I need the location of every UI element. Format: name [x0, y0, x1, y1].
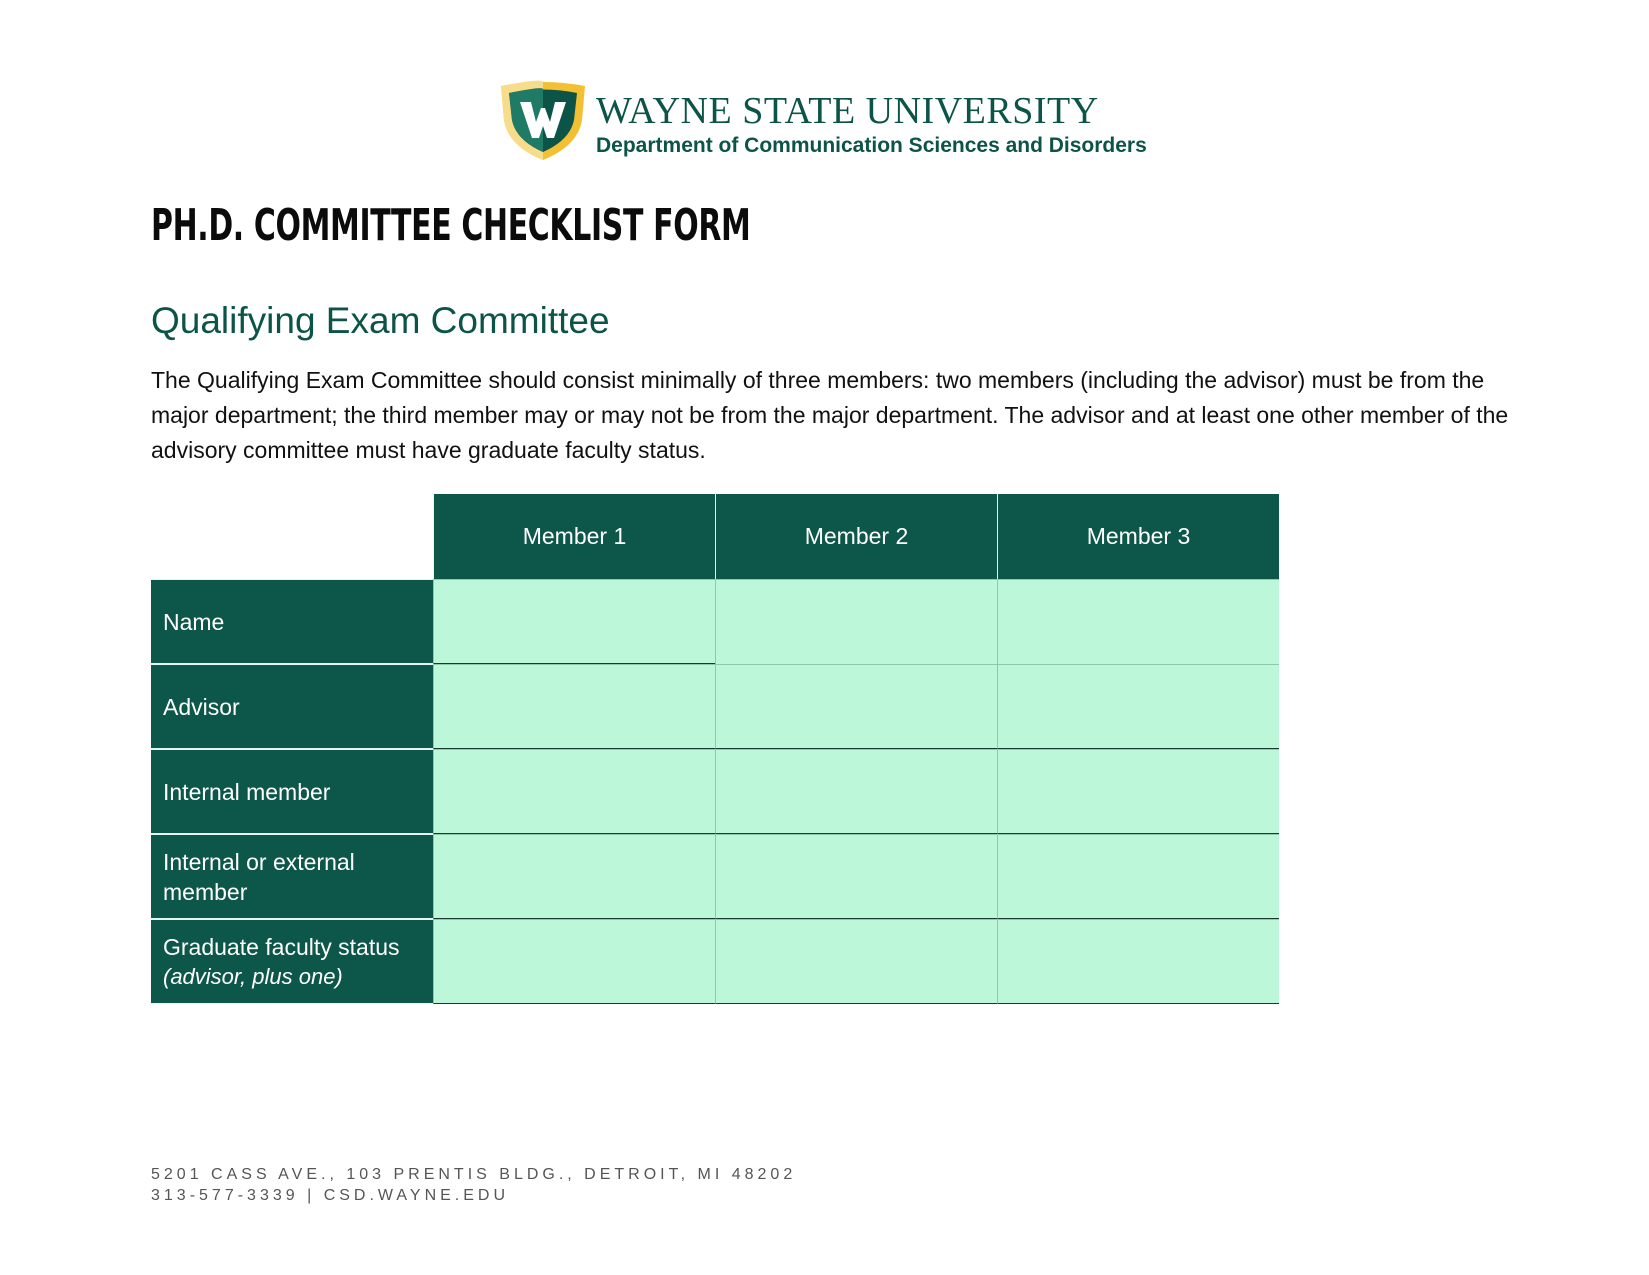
- department-name: Department of Communication Sciences and Disorders: [596, 134, 1147, 157]
- form-title: PH.D. COMMITTEE CHECKLIST FORM: [151, 200, 751, 251]
- cell-advisor-member-3[interactable]: [997, 664, 1279, 749]
- cell-internal-member-1[interactable]: [433, 749, 715, 834]
- cell-name-member-1[interactable]: [433, 579, 715, 664]
- intro-paragraph: The Qualifying Exam Committee should consist minimally of three members: two members (including the advisor) must be from the major department; the third member may or may not be from the major department. The advisor and at least one other member of the advisory committee must have graduate faculty status.: [151, 367, 1509, 463]
- cell-internal-member-3[interactable]: [997, 749, 1279, 834]
- row-header-internal-member: [151, 749, 433, 834]
- row-note: (advisor, plus one): [163, 963, 343, 989]
- column-header-member-1: Member 1: [433, 494, 715, 579]
- wayne-state-shield-logo: [498, 80, 588, 162]
- row-label: Graduate faculty status: [163, 933, 400, 960]
- row-label: Internal member: [163, 778, 331, 805]
- row-label: Internal or external member: [163, 848, 355, 905]
- row-header-name: [151, 579, 433, 664]
- footer-contact: 313-577-3339 | CSD.WAYNE.EDU: [151, 1187, 510, 1204]
- cell-advisor-member-1[interactable]: [433, 664, 715, 749]
- cell-int-ext-member-1[interactable]: [433, 834, 715, 919]
- cell-int-ext-member-2[interactable]: [715, 834, 997, 919]
- row-header-internal-or-external: [151, 834, 433, 919]
- letterhead: [498, 80, 1147, 162]
- column-header-member-3: Member 3: [997, 494, 1279, 579]
- footer: [151, 1164, 796, 1206]
- cell-internal-member-2[interactable]: [715, 749, 997, 834]
- cell-faculty-member-2[interactable]: [715, 919, 997, 1004]
- row-header-advisor: [151, 664, 433, 749]
- row-label: Advisor: [163, 693, 240, 720]
- cell-name-member-2[interactable]: [715, 579, 997, 664]
- committee-table: [151, 494, 1279, 1004]
- cell-name-member-3[interactable]: [997, 579, 1279, 664]
- cell-faculty-member-1[interactable]: [433, 919, 715, 1004]
- university-name: WAYNE STATE UNIVERSITY: [596, 90, 1099, 132]
- column-header-member-2: Member 2: [715, 494, 997, 579]
- table-corner: [151, 494, 433, 579]
- section-heading: Qualifying Exam Committee: [151, 300, 610, 341]
- footer-address: 5201 CASS AVE., 103 PRENTIS BLDG., DETROIT, MI 48202: [151, 1166, 797, 1183]
- row-header-graduate-faculty-status: [151, 919, 433, 1004]
- cell-int-ext-member-3[interactable]: [997, 834, 1279, 919]
- cell-faculty-member-3[interactable]: [997, 919, 1279, 1004]
- cell-advisor-member-2[interactable]: [715, 664, 997, 749]
- row-label: Name: [163, 608, 225, 635]
